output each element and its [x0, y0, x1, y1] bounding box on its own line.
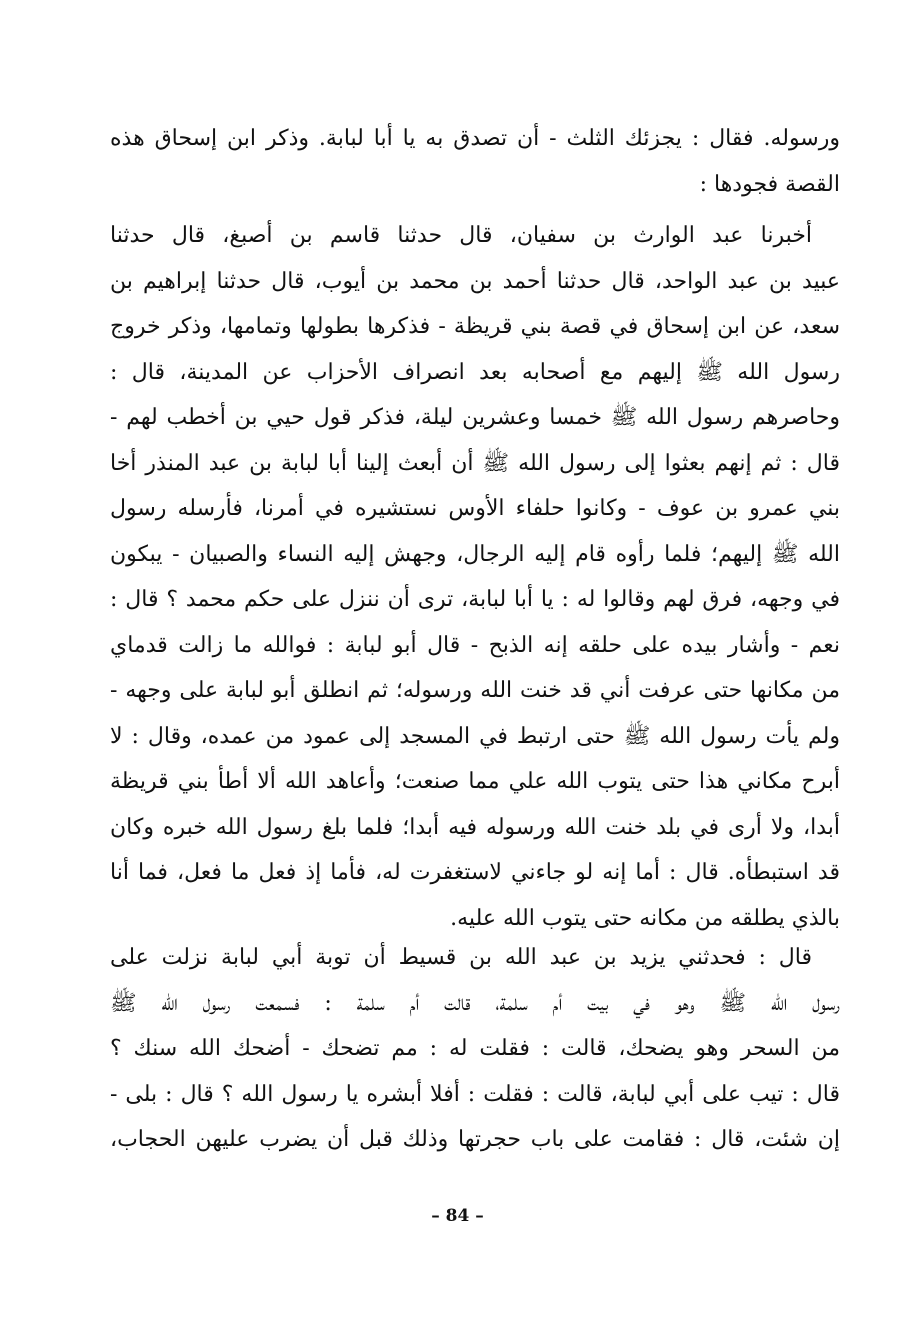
- text-line: رسول الله ﷺ إليهم مع أصحابه بعد انصراف الأحزاب عن المدينة، قال :: [110, 359, 840, 385]
- text-line: أبرح مكاني هذا حتى يتوب الله علي مما صنعت؛ وأعاهد الله ألا أطأ بني قريظة: [110, 769, 840, 794]
- text-line: القصة فجودها :: [699, 171, 840, 197]
- text-line: الله ﷺ إليهم؛ فلما رأوه قام إليه الرجال، وجهش إليه النساء والصبيان - يبكون: [110, 541, 840, 567]
- text-line: قال : تيب على أبي لبابة، قالت : فقلت : أفلا أبشره يا رسول الله ؟ قال : بلى -: [110, 1081, 840, 1107]
- paragraph-isnad-story: [110, 213, 840, 941]
- page-number: – 84 –: [431, 1206, 484, 1226]
- text-line: سعد، عن ابن إسحاق في قصة بني قريظة - فذكرها بطولها وتمامها، وذكر خروج: [110, 314, 840, 339]
- text-line: في وجهه، فرق لهم وقالوا له : يا أبا لبابة، ترى أن ننزل على حكم محمد ؟ قال :: [110, 587, 840, 612]
- text-line: قال : ثم إنهم بعثوا إلى رسول الله ﷺ أن أبعث إلينا أبا لبابة بن عبد المنذر أخا: [110, 450, 840, 476]
- text-line: عبيد بن عبد الواحد، قال حدثنا أحمد بن محمد بن أيوب، قال حدثنا إبراهيم بن: [110, 268, 840, 294]
- text-line: أبدا، ولا أرى في بلد خنت الله ورسوله فيه أبدا؛ فلما بلغ رسول الله خبره وكان: [110, 814, 840, 840]
- text-line: وحاصرهم رسول الله ﷺ خمسا وعشرين ليلة، فذكر قول حيي بن أخطب لهم -: [110, 405, 840, 430]
- text-line: رسول الله ﷺ وهو في بيت أم سلمة، قالت أم سلمة : فسمعت رسول الله ﷺ: [110, 990, 840, 1016]
- text-line: من مكانها حتى عرفت أني قد خنت الله ورسوله؛ ثم انطلق أبو لبابة على وجهه -: [110, 678, 840, 703]
- text-line: أخبرنا عبد الوارث بن سفيان، قال حدثنا قاسم بن أصبغ، قال حدثنا: [110, 223, 812, 248]
- text-line: بالذي يطلقه من مكانه حتى يتوب الله عليه.: [450, 905, 840, 931]
- paragraph-continuation: [110, 116, 840, 207]
- text-line: إن شئت، قال : فقامت على باب حجرتها وذلك قبل أن يضرب عليهن الحجاب،: [110, 1127, 840, 1152]
- text-line: قد استبطأه. قال : أما إنه لو جاءني لاستغفرت له، فأما إذ فعل ما فعل، فما أنا: [110, 860, 840, 885]
- text-line: قال : فحدثني يزيد بن عبد الله بن قسيط أن توبة أبي لبابة نزلت على: [110, 945, 812, 970]
- paragraph-repentance: [110, 935, 840, 1163]
- text-line: من السحر وهو يضحك، قالت : فقلت له : مم تضحك - أضحك الله سنك ؟: [110, 1036, 840, 1061]
- text-line: بني عمرو بن عوف - وكانوا حلفاء الأوس نستشيره في أمرنا، فأرسله رسول: [110, 496, 840, 521]
- text-line: ولم يأت رسول الله ﷺ حتى ارتبط في المسجد إلى عمود من عمده، وقال : لا: [110, 723, 840, 749]
- text-line: ورسوله. فقال : يجزئك الثلث - أن تصدق به يا أبا لبابة. وذكر ابن إسحاق هذه: [110, 126, 840, 151]
- text-line: نعم - وأشار بيده على حلقه إنه الذبح - قال أبو لبابة : فوالله ما زالت قدماي: [110, 632, 840, 658]
